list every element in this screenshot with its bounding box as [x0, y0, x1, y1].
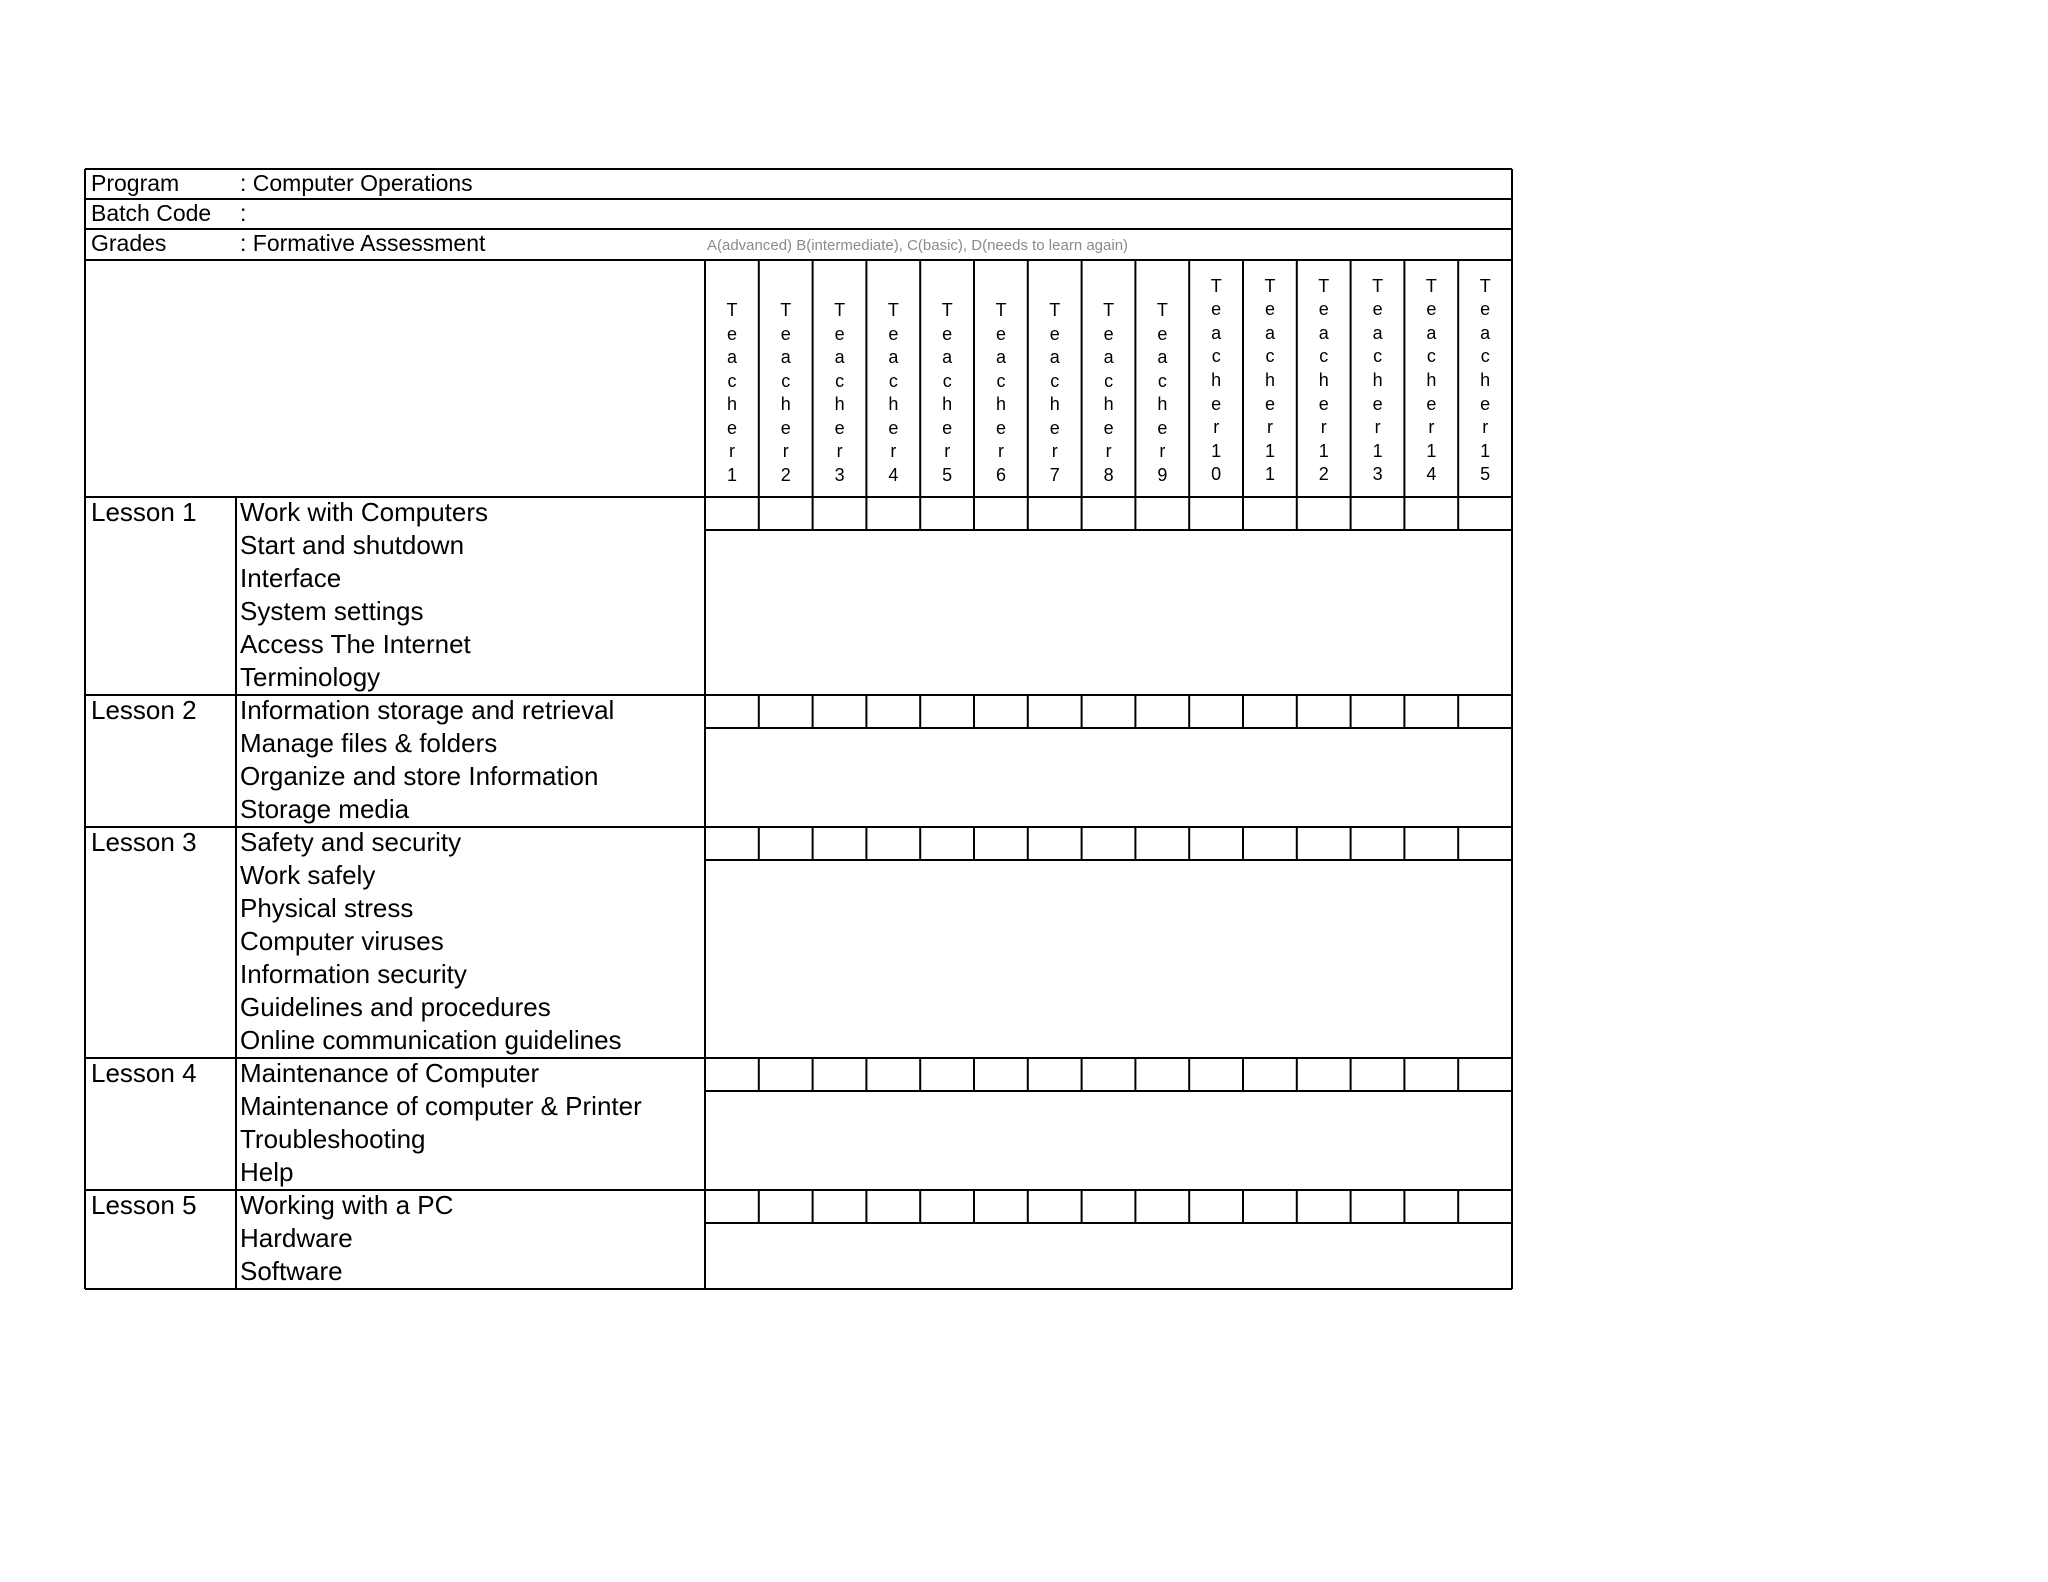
- grade-cell-teacher-5[interactable]: [921, 828, 973, 860]
- lesson-topic: Maintenance of Computer: [240, 1058, 540, 1088]
- grade-cell-teacher-7[interactable]: [1029, 1191, 1081, 1223]
- grade-cell-teacher-1[interactable]: [706, 828, 758, 860]
- grade-cell-teacher-6[interactable]: [975, 696, 1027, 728]
- grade-cell-teacher-11[interactable]: [1244, 828, 1296, 860]
- grade-cell-teacher-13[interactable]: [1352, 498, 1404, 530]
- grade-cell-teacher-2[interactable]: [760, 696, 812, 728]
- grade-cell-teacher-4[interactable]: [867, 498, 919, 530]
- lesson-topic: Safety and security: [240, 827, 462, 857]
- grade-cell-teacher-12[interactable]: [1298, 828, 1350, 860]
- grade-cell-teacher-15[interactable]: [1459, 696, 1511, 728]
- teacher-header-7: T e a c h e r 7: [1049, 300, 1061, 485]
- lesson-topic: Hardware: [240, 1223, 353, 1253]
- lesson-topic: Help: [240, 1157, 294, 1187]
- grade-cell-teacher-13[interactable]: [1352, 696, 1404, 728]
- lesson-label: Lesson 5: [91, 1190, 197, 1220]
- teacher-header-14: T e a c h e r 1 4: [1425, 275, 1437, 485]
- grade-cell-teacher-6[interactable]: [975, 828, 1027, 860]
- teacher-header-9: T e a c h e r 9: [1156, 300, 1168, 485]
- grade-cell-teacher-8[interactable]: [1083, 1059, 1135, 1091]
- grade-cell-teacher-11[interactable]: [1244, 1191, 1296, 1223]
- grade-cell-teacher-3[interactable]: [814, 1191, 866, 1223]
- grade-cell-teacher-3[interactable]: [814, 498, 866, 530]
- lesson-topic: Maintenance of computer & Printer: [240, 1091, 642, 1121]
- grade-cell-teacher-4[interactable]: [867, 1191, 919, 1223]
- grade-cell-teacher-8[interactable]: [1083, 696, 1135, 728]
- lesson-topic: Start and shutdown: [240, 530, 465, 560]
- grade-cell-teacher-9[interactable]: [1136, 696, 1188, 728]
- lesson-topic: Troubleshooting: [240, 1124, 426, 1154]
- teacher-header-11: T e a c h e r 1 1: [1264, 275, 1276, 485]
- assessment-sheet: [85, 169, 1512, 1287]
- grade-cell-teacher-15[interactable]: [1459, 1191, 1511, 1223]
- teacher-header-1: T e a c h e r 1: [726, 300, 738, 485]
- grade-cell-teacher-1[interactable]: [706, 1191, 758, 1223]
- grade-cell-teacher-7[interactable]: [1029, 696, 1081, 728]
- grade-cell-teacher-8[interactable]: [1083, 498, 1135, 530]
- teacher-header-10: T e a c h e r 1 0: [1210, 275, 1222, 485]
- grade-cell-teacher-9[interactable]: [1136, 498, 1188, 530]
- program-label: Program: [91, 170, 180, 196]
- lesson-topic: Software: [240, 1256, 343, 1286]
- grade-cell-teacher-12[interactable]: [1298, 696, 1350, 728]
- grade-cell-teacher-13[interactable]: [1352, 1191, 1404, 1223]
- teacher-header-3: T e a c h e r 3: [834, 300, 846, 485]
- grade-cell-teacher-10[interactable]: [1190, 828, 1242, 860]
- grade-cell-teacher-3[interactable]: [814, 828, 866, 860]
- grade-cell-teacher-14[interactable]: [1405, 696, 1457, 728]
- grade-cell-teacher-3[interactable]: [814, 696, 866, 728]
- grade-cell-teacher-12[interactable]: [1298, 1191, 1350, 1223]
- grade-cell-teacher-1[interactable]: [706, 1059, 758, 1091]
- batch-code-value[interactable]: :: [240, 200, 247, 226]
- grade-cell-teacher-6[interactable]: [975, 1059, 1027, 1091]
- teacher-header-4: T e a c h e r 4: [887, 300, 899, 485]
- grade-cell-teacher-11[interactable]: [1244, 498, 1296, 530]
- grade-cell-teacher-2[interactable]: [760, 1191, 812, 1223]
- grade-cell-teacher-13[interactable]: [1352, 1059, 1404, 1091]
- lesson-topic: Manage files & folders: [240, 728, 498, 758]
- grade-cell-teacher-11[interactable]: [1244, 696, 1296, 728]
- grade-cell-teacher-4[interactable]: [867, 696, 919, 728]
- grade-cell-teacher-10[interactable]: [1190, 1191, 1242, 1223]
- lesson-topic: Organize and store Information: [240, 761, 599, 791]
- grade-cell-teacher-9[interactable]: [1136, 1059, 1188, 1091]
- lesson-topic: Guidelines and procedures: [240, 992, 551, 1022]
- grade-cell-teacher-13[interactable]: [1352, 828, 1404, 860]
- grade-cell-teacher-5[interactable]: [921, 696, 973, 728]
- teacher-header-13: T e a c h e r 1 3: [1372, 275, 1384, 485]
- grade-cell-teacher-1[interactable]: [706, 696, 758, 728]
- grade-cell-teacher-4[interactable]: [867, 1059, 919, 1091]
- batch-code-label: Batch Code: [91, 200, 212, 226]
- grade-cell-teacher-8[interactable]: [1083, 828, 1135, 860]
- grade-cell-teacher-15[interactable]: [1459, 498, 1511, 530]
- lesson-label: Lesson 3: [91, 827, 197, 857]
- grade-cell-teacher-2[interactable]: [760, 1059, 812, 1091]
- grades-label: Grades: [91, 230, 167, 256]
- lesson-topic: Online communication guidelines: [240, 1025, 622, 1055]
- grade-cell-teacher-9[interactable]: [1136, 1191, 1188, 1223]
- grade-cell-teacher-9[interactable]: [1136, 828, 1188, 860]
- grade-cell-teacher-7[interactable]: [1029, 1059, 1081, 1091]
- lesson-topic: Information storage and retrieval: [240, 695, 615, 725]
- grade-cell-teacher-4[interactable]: [867, 828, 919, 860]
- grade-cell-teacher-1[interactable]: [706, 498, 758, 530]
- teacher-header-2: T e a c h e r 2: [780, 300, 792, 485]
- teacher-header-5: T e a c h e r 5: [941, 300, 953, 485]
- grade-cell-teacher-8[interactable]: [1083, 1191, 1135, 1223]
- teacher-header-8: T e a c h e r 8: [1103, 300, 1115, 485]
- lesson-topic: Interface: [240, 563, 342, 593]
- grade-cell-teacher-10[interactable]: [1190, 1059, 1242, 1091]
- lesson-topic: Computer viruses: [240, 926, 444, 956]
- grade-cell-teacher-2[interactable]: [760, 498, 812, 530]
- grade-cell-teacher-14[interactable]: [1405, 828, 1457, 860]
- lesson-topic: Working with a PC: [240, 1190, 454, 1220]
- teacher-header-12: T e a c h e r 1 2: [1318, 275, 1330, 485]
- grade-cell-teacher-6[interactable]: [975, 498, 1027, 530]
- grade-cell-teacher-7[interactable]: [1029, 498, 1081, 530]
- lesson-label: Lesson 2: [91, 695, 197, 725]
- lesson-topic: Storage media: [240, 794, 410, 824]
- grade-cell-teacher-7[interactable]: [1029, 828, 1081, 860]
- grade-cell-teacher-5[interactable]: [921, 498, 973, 530]
- grade-cell-teacher-3[interactable]: [814, 1059, 866, 1091]
- grade-cell-teacher-14[interactable]: [1405, 1059, 1457, 1091]
- lesson-topic: Information security: [240, 959, 467, 989]
- grade-legend: A(advanced) B(intermediate), C(basic), D(needs to learn again): [707, 237, 1129, 254]
- teacher-header-15: T e a c h e r 1 5: [1479, 275, 1491, 485]
- grade-cell-teacher-11[interactable]: [1244, 1059, 1296, 1091]
- grade-cell-teacher-6[interactable]: [975, 1191, 1027, 1223]
- lesson-topic: Access The Internet: [240, 629, 471, 659]
- teacher-header-6: T e a c h e r 6: [995, 300, 1007, 485]
- grade-cell-teacher-5[interactable]: [921, 1059, 973, 1091]
- program-value: : Computer Operations: [240, 170, 473, 196]
- grade-cell-teacher-15[interactable]: [1459, 828, 1511, 860]
- lesson-topic: Work safely: [240, 860, 376, 890]
- grade-cell-teacher-5[interactable]: [921, 1191, 973, 1223]
- lesson-label: Lesson 4: [91, 1058, 197, 1088]
- grade-cell-teacher-2[interactable]: [760, 828, 812, 860]
- lesson-topic: Work with Computers: [240, 497, 489, 527]
- grade-cell-teacher-15[interactable]: [1459, 1059, 1511, 1091]
- lesson-label: Lesson 1: [91, 497, 197, 527]
- grade-cell-teacher-10[interactable]: [1190, 498, 1242, 530]
- grade-cell-teacher-12[interactable]: [1298, 498, 1350, 530]
- grades-value: : Formative Assessment: [240, 230, 486, 256]
- grade-cell-teacher-14[interactable]: [1405, 1191, 1457, 1223]
- grade-cell-teacher-14[interactable]: [1405, 498, 1457, 530]
- lesson-topic: Physical stress: [240, 893, 414, 923]
- grade-cell-teacher-12[interactable]: [1298, 1059, 1350, 1091]
- grade-cell-teacher-10[interactable]: [1190, 696, 1242, 728]
- lesson-topic: Terminology: [240, 662, 381, 692]
- lesson-topic: System settings: [240, 596, 424, 626]
